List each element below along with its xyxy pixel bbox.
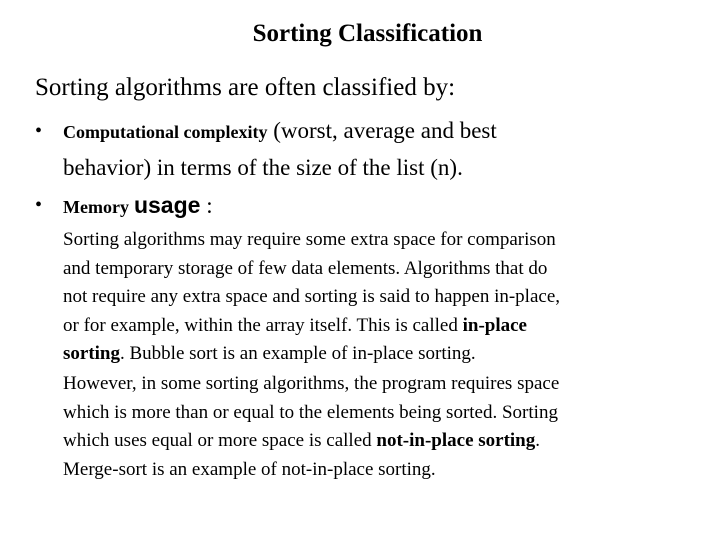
- bullet-bold-usage: usage: [133, 192, 201, 218]
- paragraph-line: not require any extra space and sorting is said to happen in-place,: [63, 286, 560, 308]
- bullet-text: [63, 189, 213, 223]
- bullet-text: [63, 113, 703, 186]
- bullet-description-continued: behavior) in terms of the size of the list (n).: [63, 155, 463, 180]
- bullet-line: [63, 113, 703, 150]
- paragraph-in-place: [63, 226, 703, 369]
- term-sorting: sorting: [63, 343, 120, 365]
- paragraph-text: or for example, within the array itself. This is called: [63, 314, 463, 336]
- paragraph-text: which uses equal or more space is called: [63, 430, 377, 452]
- paragraph-text: .: [535, 430, 540, 452]
- term-in-place: in-place: [462, 314, 527, 336]
- paragraph-line: Sorting algorithms may require some extra space for comparison: [63, 229, 556, 250]
- term-not-in-place-sorting: not-in-place sorting: [376, 430, 536, 452]
- bullet-dot: •: [35, 120, 43, 142]
- paragraph-line: However, in some sorting algorithms, the program requires space: [63, 373, 560, 394]
- paragraph-text: . Bubble sort is an example of in-place sorting.: [120, 343, 476, 365]
- paragraph-line: Merge-sort is an example of not-in-place sorting.: [63, 458, 436, 480]
- bullet-dot: •: [35, 194, 43, 216]
- paragraph-not-in-place: [63, 370, 703, 484]
- slide-title: Sorting Classification: [252, 20, 483, 47]
- paragraph-line: [63, 340, 703, 369]
- bullet-bold-term: Memory: [63, 197, 129, 217]
- bullet-description: (worst, average and best: [267, 118, 497, 143]
- paragraph-line: and temporary storage of few data elements. Algorithms that do: [63, 257, 548, 279]
- intro-text: Sorting algorithms are often classified by:: [35, 74, 456, 101]
- bullet-colon: :: [200, 193, 213, 218]
- paragraph-line: [63, 427, 703, 456]
- bullet-bold-term: Computational complexity: [63, 122, 268, 142]
- paragraph-line: [63, 312, 703, 341]
- paragraph-line: which is more than or equal to the elements being sorted. Sorting: [63, 401, 558, 423]
